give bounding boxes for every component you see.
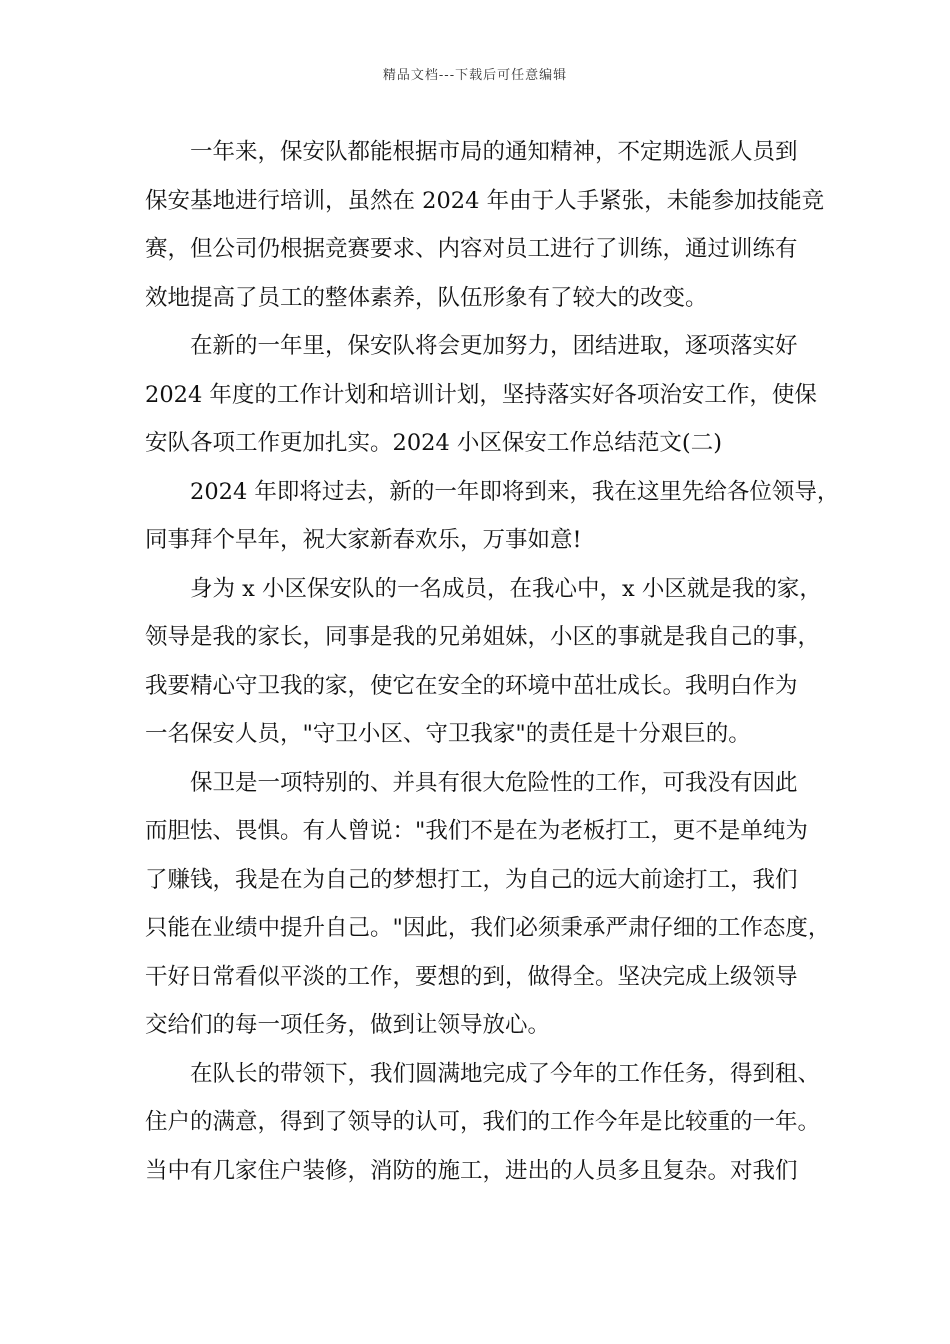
text-line: 一年来，保安队都能根据市局的通知精神，不定期选派人员到 xyxy=(190,139,798,165)
text-line: 2024 年即将过去，新的一年即将到来，我在这里先给各位领导， xyxy=(190,478,840,505)
text-line: 只能在业绩中提升自己。"因此，我们必须秉承严肃仔细的工作态度， xyxy=(145,915,831,941)
text-line: 领导是我的家长，同事是我的兄弟姐妹，小区的事就是我自己的事， xyxy=(145,624,821,650)
text-line: 当中有几家住户装修，消防的施工，进出的人员多且复杂。对我们 xyxy=(145,1157,798,1184)
text-line: 而胆怯、畏惧。有人曾说："我们不是在为老板打工，更不是单纯为 xyxy=(145,818,808,844)
paragraph xyxy=(145,322,817,468)
paragraph xyxy=(145,468,840,565)
paragraph xyxy=(145,128,825,322)
text-line: 2024 年度的工作计划和培训计划，坚持落实好各项治安工作，使保 xyxy=(145,381,817,408)
text-line: 效地提高了员工的整体素养，队伍形象有了较大的改变。 xyxy=(145,284,708,311)
text-line: 身为 x 小区保安队的一名成员，在我心中，x 小区就是我的家， xyxy=(190,575,822,602)
text-line: 干好日常看似平淡的工作，要想的到，做得全。坚决完成上级领导 xyxy=(145,963,798,990)
text-line: 保安基地进行培训，虽然在 2024 年由于人手紧张，未能参加技能竞 xyxy=(145,187,825,214)
text-line: 我要精心守卫我的家，使它在安全的环境中茁壮成长。我明白作为 xyxy=(145,672,798,699)
text-line: 安队各项工作更加扎实。2024 小区保安工作总结范文(二) xyxy=(145,430,722,456)
document-header: 精品文档---下载后可任意编辑 xyxy=(382,68,568,83)
text-line: 赛，但公司仍根据竞赛要求、内容对员工进行了训练，通过训练有 xyxy=(145,236,798,262)
text-line: 保卫是一项特别的、并具有很大危险性的工作，可我没有因此 xyxy=(190,769,798,796)
text-line: 在新的一年里，保安队将会更加努力，团结进取，逐项落实好 xyxy=(190,333,798,359)
document-body xyxy=(145,128,840,1195)
paragraph xyxy=(145,565,822,759)
paragraph xyxy=(145,1050,821,1196)
text-line: 在队长的带领下，我们圆满地完成了今年的工作任务，得到租、 xyxy=(190,1060,821,1087)
paragraph xyxy=(145,759,831,1050)
text-line: 交给们的每一项任务，做到让领导放心。 xyxy=(145,1012,551,1038)
text-line: 同事拜个早年，祝大家新春欢乐，万事如意! xyxy=(145,527,582,553)
text-line: 住户的满意，得到了领导的认可，我们的工作今年是比较重的一年。 xyxy=(145,1109,821,1135)
text-line: 一名保安人员，"守卫小区、守卫我家"的责任是十分艰巨的。 xyxy=(145,721,751,747)
text-line: 了赚钱，我是在为自己的梦想打工，为自己的远大前途打工，我们 xyxy=(145,866,798,893)
